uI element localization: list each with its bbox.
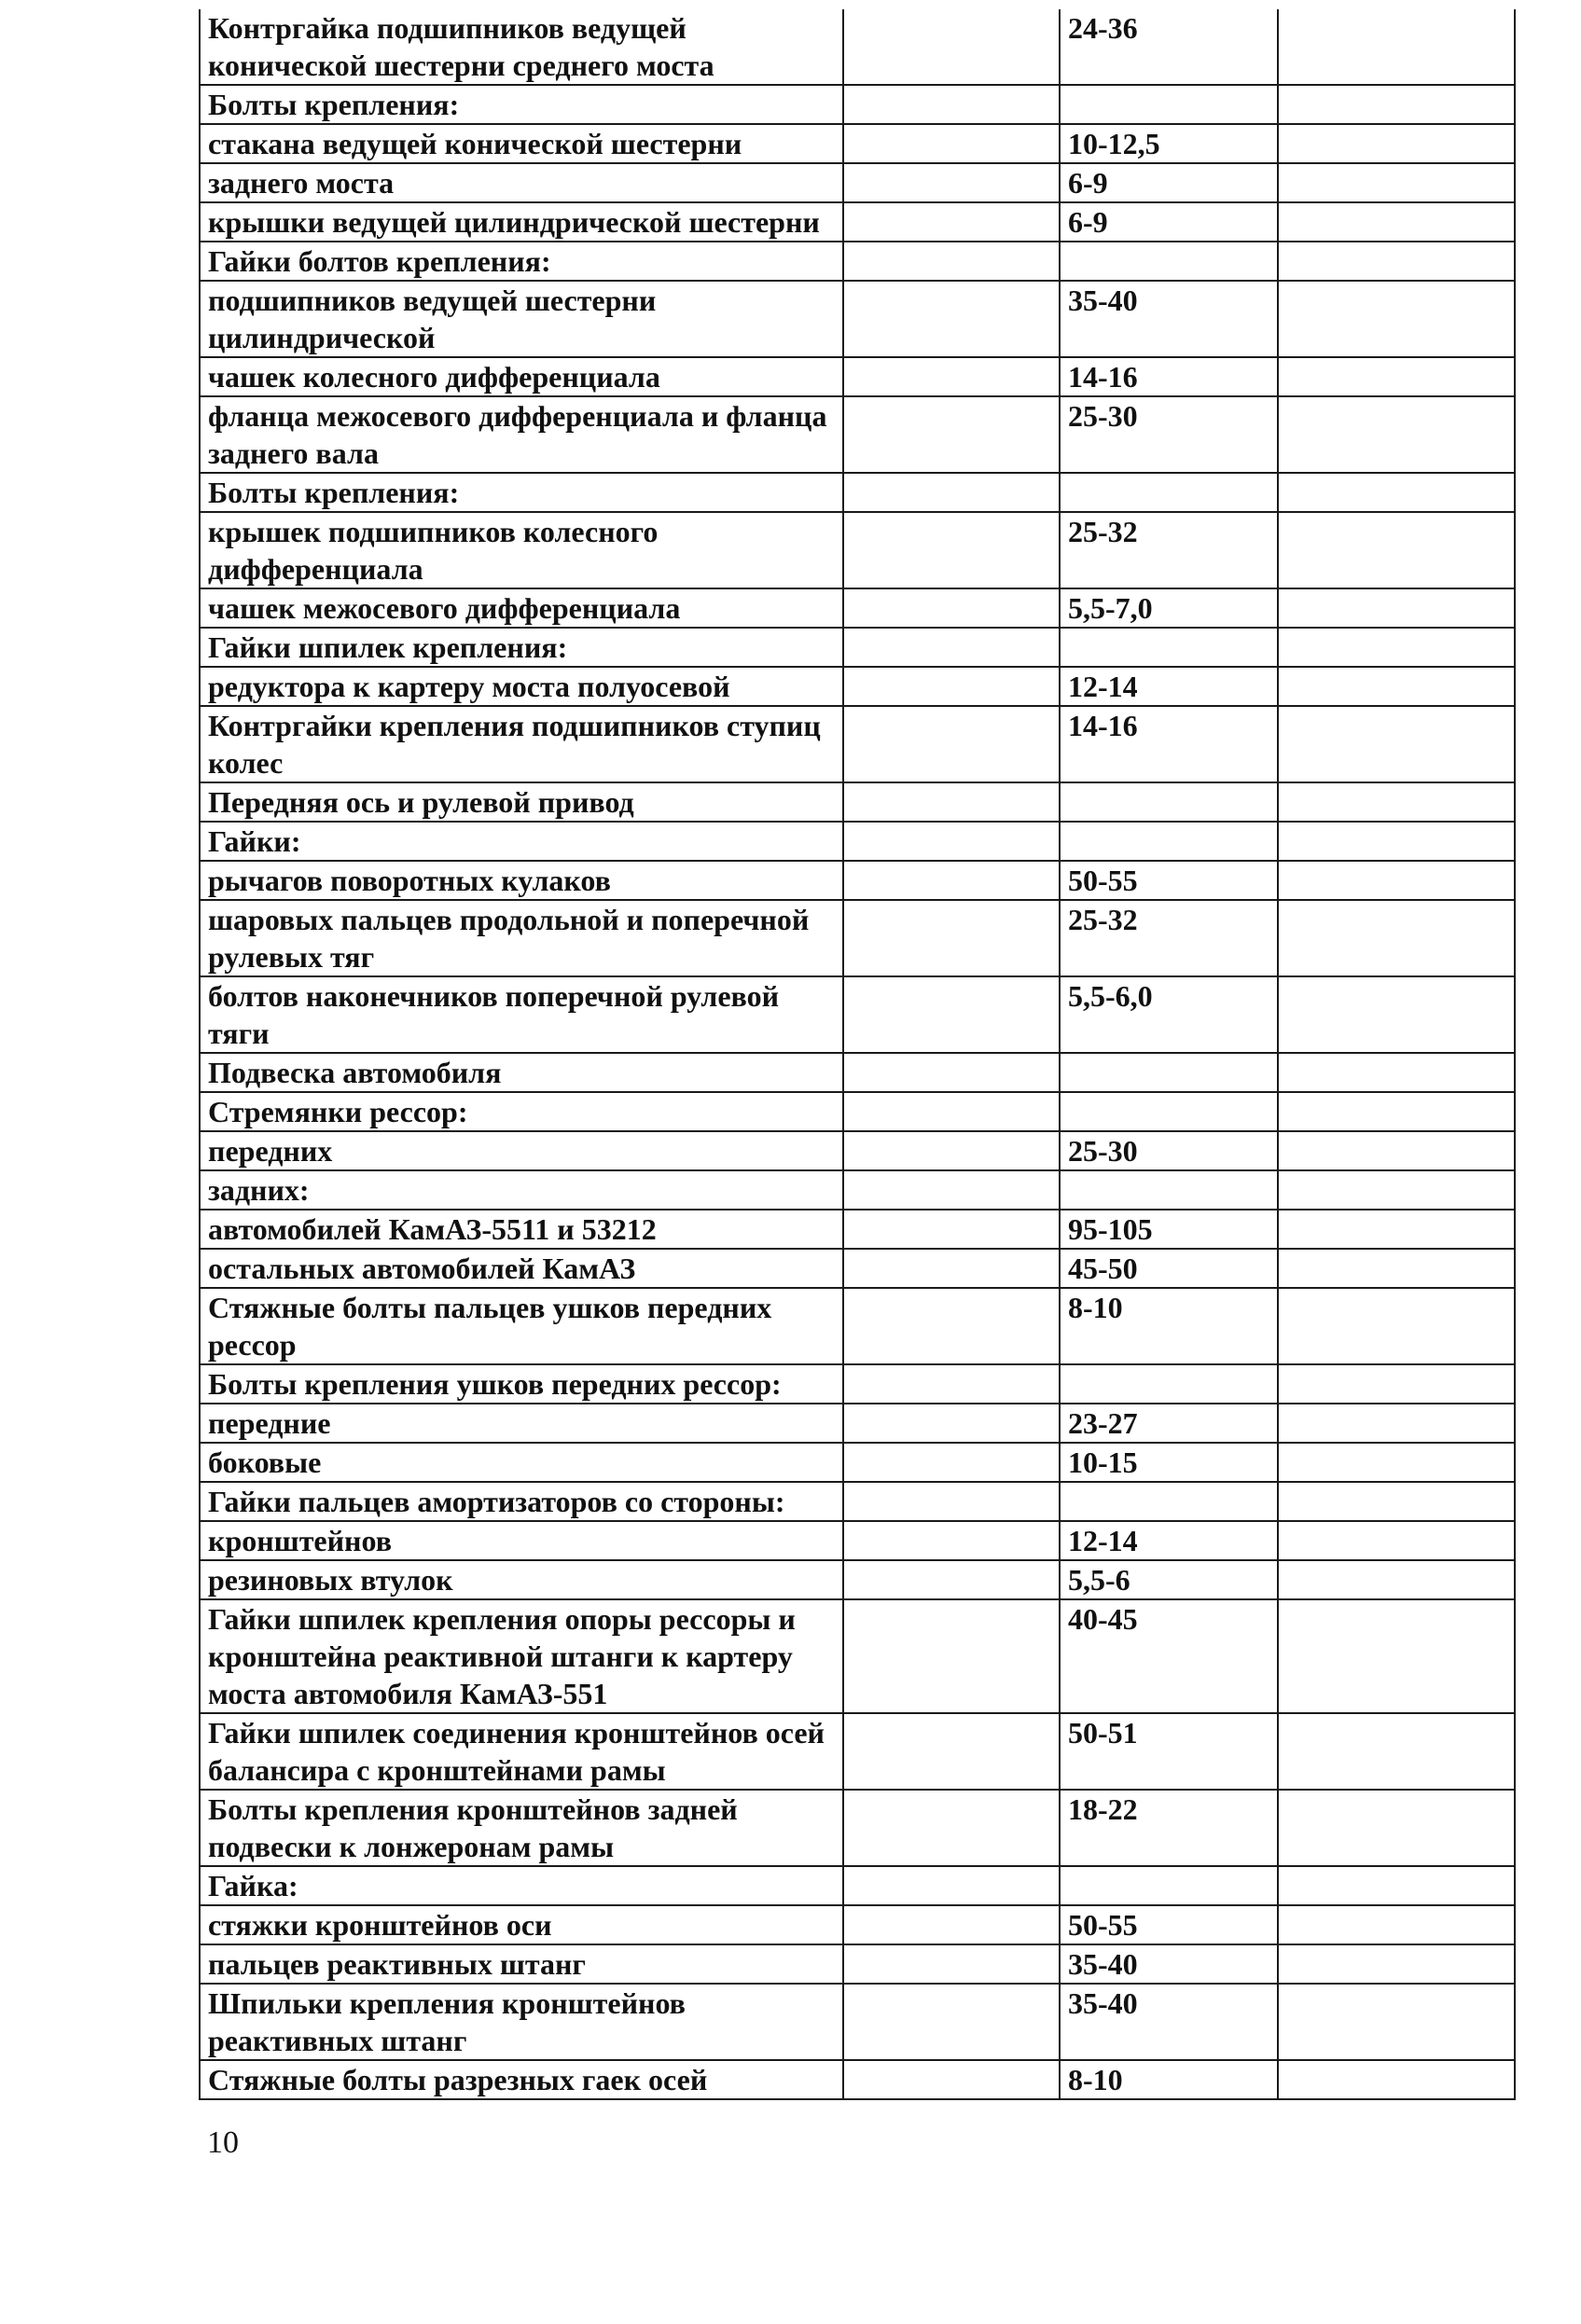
row-empty-cell [1278,1443,1515,1482]
row-empty-cell [1278,163,1515,202]
row-item-name: Гайки болтов крепления: [200,242,843,281]
row-empty-cell [1278,1288,1515,1364]
table-row [200,667,1515,706]
row-item-name: крышек подшипников колесного дифференциала [200,512,843,588]
row-empty-cell [1278,706,1515,782]
row-torque-value [1060,473,1278,512]
row-empty-cell [1278,124,1515,163]
row-item-name: Стяжные болты пальцев ушков передних рессор [200,1288,843,1364]
row-empty-cell [1278,822,1515,861]
row-empty-cell [843,202,1060,242]
row-item-name: резиновых втулок [200,1560,843,1599]
table-row [200,163,1515,202]
row-empty-cell [843,628,1060,667]
table-row [200,1866,1515,1905]
row-torque-value: 18-22 [1060,1790,1278,1866]
row-item-name: стяжки кронштейнов оси [200,1905,843,1944]
row-item-name: Передняя ось и рулевой привод [200,782,843,822]
row-item-name: Болты крепления: [200,85,843,124]
row-torque-value: 8-10 [1060,1288,1278,1364]
row-item-name: Гайки: [200,822,843,861]
table-row [200,1443,1515,1482]
row-torque-value: 23-27 [1060,1404,1278,1443]
row-torque-value [1060,1866,1278,1905]
row-torque-value: 10-12,5 [1060,124,1278,163]
row-item-name: стакана ведущей конической шестерни [200,124,843,163]
row-item-name: Болты крепления ушков передних рессор: [200,1364,843,1404]
row-empty-cell [1278,1482,1515,1521]
row-torque-value [1060,1170,1278,1210]
row-torque-value [1060,782,1278,822]
table-row [200,1249,1515,1288]
row-empty-cell [843,1521,1060,1560]
row-empty-cell [1278,1092,1515,1131]
row-empty-cell [843,2060,1060,2099]
row-empty-cell [1278,202,1515,242]
row-torque-value: 50-55 [1060,861,1278,900]
row-empty-cell [843,1131,1060,1170]
table-row [200,473,1515,512]
table-row [200,1364,1515,1404]
row-item-name: Шпильки крепления кронштейнов реактивных штанг [200,1984,843,2060]
row-empty-cell [843,706,1060,782]
row-empty-cell [843,782,1060,822]
row-torque-value: 14-16 [1060,357,1278,396]
row-empty-cell [843,1866,1060,1905]
table-row [200,706,1515,782]
table-row [200,1599,1515,1713]
row-empty-cell [843,396,1060,473]
table-row [200,1944,1515,1984]
table-row [200,124,1515,163]
table-row [200,2060,1515,2099]
row-torque-value: 35-40 [1060,1984,1278,2060]
row-item-name: автомобилей КамАЗ-5511 и 53212 [200,1210,843,1249]
row-item-name: чашек колесного дифференциала [200,357,843,396]
row-empty-cell [843,9,1060,85]
row-item-name: Болты крепления: [200,473,843,512]
row-empty-cell [843,1790,1060,1866]
table-row [200,1790,1515,1866]
row-torque-value: 25-32 [1060,512,1278,588]
table-row [200,1210,1515,1249]
row-empty-cell [1278,1599,1515,1713]
row-item-name: Гайки пальцев амортизаторов со стороны: [200,1482,843,1521]
row-torque-value [1060,1053,1278,1092]
row-item-name: Гайки шпилек крепления: [200,628,843,667]
row-empty-cell [843,1482,1060,1521]
row-empty-cell [1278,900,1515,976]
row-empty-cell [1278,1053,1515,1092]
row-empty-cell [843,512,1060,588]
row-item-name: передние [200,1404,843,1443]
row-item-name: остальных автомобилей КамАЗ [200,1249,843,1288]
row-item-name: Подвеска автомобиля [200,1053,843,1092]
row-torque-value: 35-40 [1060,1944,1278,1984]
row-item-name: боковые [200,1443,843,1482]
row-torque-value: 5,5-6,0 [1060,976,1278,1053]
row-empty-cell [1278,1249,1515,1288]
table-row [200,1288,1515,1364]
row-empty-cell [1278,1866,1515,1905]
row-torque-value: 35-40 [1060,281,1278,357]
row-item-name: Гайки шпилек соединения кронштейнов осей балансира с кронштейнами рамы [200,1713,843,1790]
row-empty-cell [1278,1713,1515,1790]
row-empty-cell [843,1905,1060,1944]
row-empty-cell [843,85,1060,124]
row-item-name: задних: [200,1170,843,1210]
row-torque-value: 12-14 [1060,667,1278,706]
row-empty-cell [1278,473,1515,512]
table-row [200,1404,1515,1443]
row-empty-cell [843,588,1060,628]
row-torque-value: 95-105 [1060,1210,1278,1249]
row-torque-value: 5,5-7,0 [1060,588,1278,628]
row-torque-value: 14-16 [1060,706,1278,782]
row-empty-cell [843,1713,1060,1790]
row-item-name: заднего моста [200,163,843,202]
row-item-name: кронштейнов [200,1521,843,1560]
row-empty-cell [1278,1404,1515,1443]
row-torque-value: 50-55 [1060,1905,1278,1944]
table-row [200,202,1515,242]
row-empty-cell [1278,1210,1515,1249]
row-empty-cell [1278,1170,1515,1210]
row-empty-cell [1278,588,1515,628]
row-torque-value: 5,5-6 [1060,1560,1278,1599]
row-torque-value [1060,1482,1278,1521]
row-empty-cell [843,1404,1060,1443]
table-row [200,512,1515,588]
row-empty-cell [1278,861,1515,900]
row-empty-cell [1278,281,1515,357]
row-item-name: крышки ведущей цилиндрической шестерни [200,202,843,242]
table-row [200,1170,1515,1210]
table-row [200,822,1515,861]
row-item-name: чашек межосевого дифференциала [200,588,843,628]
table-row [200,782,1515,822]
row-torque-value [1060,1092,1278,1131]
row-empty-cell [843,1053,1060,1092]
row-empty-cell [1278,85,1515,124]
row-empty-cell [1278,782,1515,822]
row-torque-value: 25-32 [1060,900,1278,976]
table-row [200,396,1515,473]
table-row [200,85,1515,124]
row-empty-cell [843,976,1060,1053]
row-torque-value [1060,85,1278,124]
row-empty-cell [843,1092,1060,1131]
row-empty-cell [843,1443,1060,1482]
table-row [200,242,1515,281]
row-empty-cell [843,667,1060,706]
table-row [200,1482,1515,1521]
table-row [200,9,1515,85]
table-row [200,1560,1515,1599]
row-torque-value [1060,242,1278,281]
row-item-name: Стремянки рессор: [200,1092,843,1131]
row-empty-cell [843,281,1060,357]
row-empty-cell [843,473,1060,512]
table-row [200,357,1515,396]
row-empty-cell [1278,357,1515,396]
row-empty-cell [843,822,1060,861]
row-item-name: передних [200,1131,843,1170]
row-item-name: пальцев реактивных штанг [200,1944,843,1984]
table-row [200,1713,1515,1790]
row-empty-cell [1278,2060,1515,2099]
row-empty-cell [1278,1984,1515,2060]
row-empty-cell [1278,1790,1515,1866]
row-item-name: Болты крепления кронштейнов задней подвески к лонжеронам рамы [200,1790,843,1866]
table-row [200,861,1515,900]
row-item-name: болтов наконечников поперечной рулевой тяги [200,976,843,1053]
table-row [200,588,1515,628]
row-torque-value: 45-50 [1060,1249,1278,1288]
row-item-name: Контргайки крепления подшипников ступиц колес [200,706,843,782]
row-torque-value: 40-45 [1060,1599,1278,1713]
row-torque-value [1060,1364,1278,1404]
row-empty-cell [1278,1131,1515,1170]
row-torque-value: 25-30 [1060,1131,1278,1170]
row-empty-cell [843,861,1060,900]
table-row [200,281,1515,357]
table-row [200,1092,1515,1131]
table-row [200,1905,1515,1944]
row-torque-value: 25-30 [1060,396,1278,473]
row-empty-cell [1278,512,1515,588]
table-row [200,1521,1515,1560]
row-item-name: Стяжные болты разрезных гаек осей [200,2060,843,2099]
row-empty-cell [1278,628,1515,667]
row-item-name: шаровых пальцев продольной и поперечной рулевых тяг [200,900,843,976]
row-item-name: Контргайка подшипников ведущей конической шестерни среднего моста [200,9,843,85]
torque-specification-table [199,9,1516,2100]
row-item-name: Гайки шпилек крепления опоры рессоры и кронштейна реактивной штанги к картеру моста автомобиля КамАЗ-551 [200,1599,843,1713]
row-torque-value [1060,822,1278,861]
row-empty-cell [1278,1364,1515,1404]
row-empty-cell [1278,1905,1515,1944]
row-item-name: редуктора к картеру моста полуосевой [200,667,843,706]
row-torque-value: 6-9 [1060,202,1278,242]
row-item-name: рычагов поворотных кулаков [200,861,843,900]
row-empty-cell [843,900,1060,976]
row-torque-value: 6-9 [1060,163,1278,202]
row-empty-cell [843,1599,1060,1713]
table-row [200,900,1515,976]
table-row [200,1053,1515,1092]
table-row [200,976,1515,1053]
row-empty-cell [843,1210,1060,1249]
row-item-name: фланца межосевого дифференциала и фланца заднего вала [200,396,843,473]
row-empty-cell [1278,1521,1515,1560]
table-row [200,1984,1515,2060]
row-empty-cell [843,1364,1060,1404]
row-empty-cell [1278,1560,1515,1599]
row-empty-cell [843,1170,1060,1210]
row-empty-cell [843,242,1060,281]
row-torque-value: 8-10 [1060,2060,1278,2099]
row-empty-cell [843,1288,1060,1364]
table-row [200,1131,1515,1170]
row-item-name: Гайка: [200,1866,843,1905]
row-torque-value: 12-14 [1060,1521,1278,1560]
row-empty-cell [1278,242,1515,281]
row-empty-cell [843,1249,1060,1288]
row-torque-value: 10-15 [1060,1443,1278,1482]
table-row [200,628,1515,667]
row-empty-cell [1278,667,1515,706]
row-empty-cell [1278,976,1515,1053]
page-number: 10 [207,2125,239,2160]
row-empty-cell [843,1984,1060,2060]
row-torque-value: 24-36 [1060,9,1278,85]
table-body [200,9,1515,2099]
row-empty-cell [1278,9,1515,85]
row-torque-value [1060,628,1278,667]
row-torque-value: 50-51 [1060,1713,1278,1790]
row-empty-cell [843,357,1060,396]
row-empty-cell [1278,396,1515,473]
row-empty-cell [1278,1944,1515,1984]
row-item-name: подшипников ведущей шестерни цилиндрической [200,281,843,357]
row-empty-cell [843,1560,1060,1599]
row-empty-cell [843,124,1060,163]
row-empty-cell [843,1944,1060,1984]
row-empty-cell [843,163,1060,202]
